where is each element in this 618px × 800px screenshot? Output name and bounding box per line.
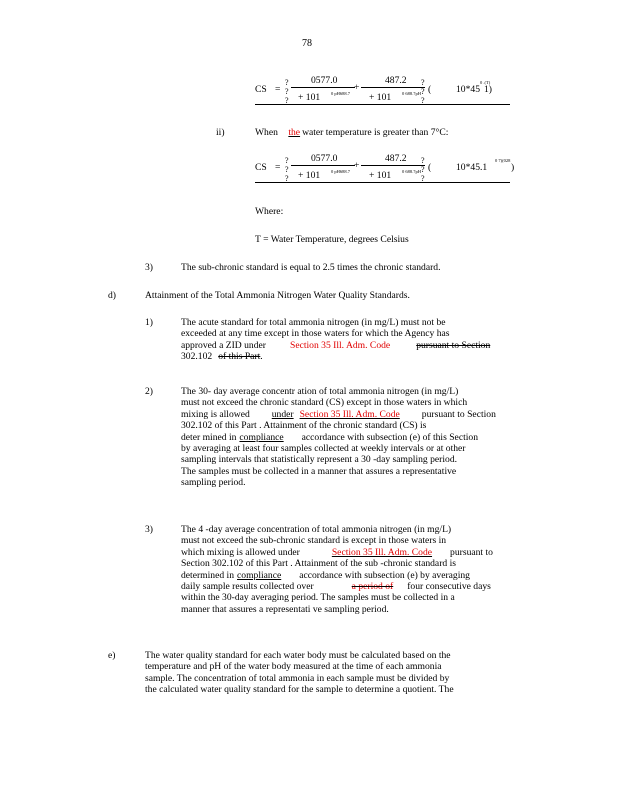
line: The acute standard for total ammonia nitrogen (in mg/L) must not be — [181, 317, 446, 328]
text-run: accordance with subsection (e) of this Section — [301, 431, 479, 443]
e-paragraph — [145, 650, 454, 696]
text-run: accordance with subsection (e) by averaging — [299, 569, 470, 581]
formula-rule — [255, 182, 510, 183]
formula-plus: + — [354, 82, 360, 93]
section-label: d) — [108, 290, 116, 301]
formula-tail-end: ) — [511, 162, 515, 173]
formula-exponent: 0 pH688.7 — [331, 169, 350, 174]
text-run: pursuant to — [450, 546, 493, 558]
d3-paragraph — [181, 524, 493, 615]
text-run: deter mined in — [181, 431, 237, 443]
item-label: 3) — [145, 524, 153, 535]
item-label: ii) — [216, 127, 225, 138]
formula-bracket-glyph: ? — [421, 96, 425, 105]
fraction-bar — [291, 165, 355, 166]
d2-paragraph — [181, 386, 496, 489]
formula-denominator: + 101 — [298, 92, 321, 103]
line: within the 30-day averaging period. The samples must be collected in a — [181, 592, 455, 604]
formula-numerator: 487.2 — [385, 153, 407, 164]
formula-lhs: CS — [255, 162, 267, 173]
text-run: which mixing is allowed under — [181, 546, 300, 558]
inserted-text: Section 35 Ill. Adm. Code — [299, 408, 400, 420]
line: The samples must be collected in a manner that assures a representative — [181, 465, 457, 477]
section-label: e) — [108, 650, 116, 661]
formula-rule — [255, 104, 510, 105]
formula-equals: = — [275, 162, 281, 173]
formula-denominator: + 101 — [298, 170, 321, 181]
formula-numerator: 0577.0 — [311, 75, 338, 86]
inserted-text: the — [288, 127, 301, 138]
formula-paren: ( — [428, 162, 432, 173]
line: sample. The concentration of total ammonia in each sample must be divided by — [145, 672, 450, 684]
formula-bracket-glyph: ? — [285, 165, 289, 174]
deleted-text: of this Part — [218, 351, 261, 363]
formula-bracket-glyph: ? — [421, 174, 425, 183]
line: must not exceed the sub-chronic standard is except in those waters in — [181, 535, 447, 547]
text-run: approved a ZID under — [181, 339, 266, 351]
line: manner that assures a representati ve sampling period. — [181, 603, 389, 615]
line — [181, 581, 493, 592]
formula-lhs: CS — [255, 84, 267, 95]
inserted-text: compliance — [237, 569, 282, 581]
t-definition: T = Water Temperature, degrees Celsius — [255, 234, 409, 245]
line: Section 302.102 of this Part . Attainment of the sub -chronic standard is — [181, 558, 456, 570]
line: exceeded at any time except in those waters for which the Agency has — [181, 328, 450, 340]
line: The 30- day average concentr ation of total ammonia nitrogen (in mg/L) — [181, 386, 459, 397]
text-run: . — [260, 351, 263, 363]
text-run: 302.102 — [181, 351, 213, 363]
formula-exponent: 0 688.7pH — [402, 91, 421, 96]
formula-bracket-glyph: ? — [421, 87, 425, 96]
formula-bracket-glyph: ? — [421, 165, 425, 174]
line — [181, 409, 496, 420]
formula-bracket-glyph: ? — [421, 78, 425, 87]
formula-tail-end: 1) — [484, 84, 492, 95]
page-number: 78 — [302, 38, 312, 49]
formula-bracket-glyph: ? — [285, 156, 289, 165]
text-run: pursuant to Section — [421, 408, 496, 420]
formula-plus: + — [354, 160, 360, 171]
line: temperature and pH of the water body measured at the time of each ammonia — [145, 661, 442, 673]
formula-numerator: 0577.0 — [311, 153, 338, 164]
text-run: four consecutive days — [407, 580, 491, 592]
fraction-bar — [361, 165, 425, 166]
fraction-bar — [291, 87, 355, 88]
formula-exponent: 0 688.7pH — [402, 169, 421, 174]
d1-paragraph — [181, 317, 490, 363]
item-label: 3) — [145, 262, 153, 273]
text-run: daily sample results collected over — [181, 580, 314, 592]
deleted-text: a period of — [351, 580, 394, 592]
formula-tail: 10*45 — [456, 84, 480, 95]
line: by averaging at least four samples collected at weekly intervals or at other — [181, 442, 466, 454]
formula-denominator: + 101 — [369, 92, 392, 103]
inserted-text: Section 35 Ill. Adm. Code — [289, 339, 391, 351]
formula-bracket-glyph: ? — [285, 96, 289, 105]
text-run: When — [255, 127, 278, 138]
line: The water quality standard for each water body must be calculated based on the — [145, 650, 451, 661]
formula-bracket-glyph: ? — [285, 87, 289, 96]
line — [181, 547, 493, 558]
section-d-heading: Attainment of the Total Ammonia Nitrogen Water Quality Standards. — [145, 290, 410, 301]
formula-bracket-glyph: ? — [285, 78, 289, 87]
formula-paren: ( — [428, 84, 432, 95]
line: sampling intervals that statistically represent a 30 -day sampling period. — [181, 454, 458, 466]
formula-equals: = — [275, 84, 281, 95]
line: 302.102 of this Part . Attainment of the chronic standard (CS) is — [181, 420, 427, 432]
item-label: 1) — [145, 317, 153, 328]
formula-denominator: + 101 — [369, 170, 392, 181]
inserted-text: under — [271, 408, 294, 420]
item-ii-text — [255, 127, 448, 138]
text-run: determined in — [181, 569, 235, 581]
item-label: 2) — [145, 386, 153, 397]
text-run: mixing is allowed — [181, 408, 250, 420]
formula-tail: 10*45.1 — [456, 162, 488, 173]
formula-bracket-glyph: ? — [285, 174, 289, 183]
text-run: water temperature is greater than 7°C: — [302, 127, 449, 138]
formula-bracket-glyph: ? — [421, 156, 425, 165]
line — [181, 340, 490, 351]
line: sampling period. — [181, 477, 246, 489]
formula-exponent: 0 pH688.7 — [331, 91, 350, 96]
item-3-text: The sub-chronic standard is equal to 2.5 times the chronic standard. — [181, 262, 441, 273]
line — [181, 570, 493, 581]
line: The 4 -day average concentration of total ammonia nitrogen (in mg/L) — [181, 524, 452, 535]
formula-numerator: 487.2 — [385, 75, 407, 86]
line — [181, 432, 496, 443]
inserted-text: Section 35 Ill. Adm. Code — [331, 546, 433, 558]
inserted-text: compliance — [239, 431, 284, 443]
formula-tail-exponent: 0 7)(028 — [495, 158, 511, 163]
where-label: Where: — [255, 206, 284, 217]
line: the calculated water quality standard for the sample to determine a quotient. The — [145, 684, 454, 696]
fraction-bar — [361, 87, 425, 88]
line — [181, 351, 490, 362]
deleted-text: pursuant to Section — [416, 339, 491, 351]
formula-tail-exponent: 0 .(T) — [480, 80, 491, 85]
line: must not exceed the chronic standard (CS) except in those waters in which — [181, 397, 468, 409]
